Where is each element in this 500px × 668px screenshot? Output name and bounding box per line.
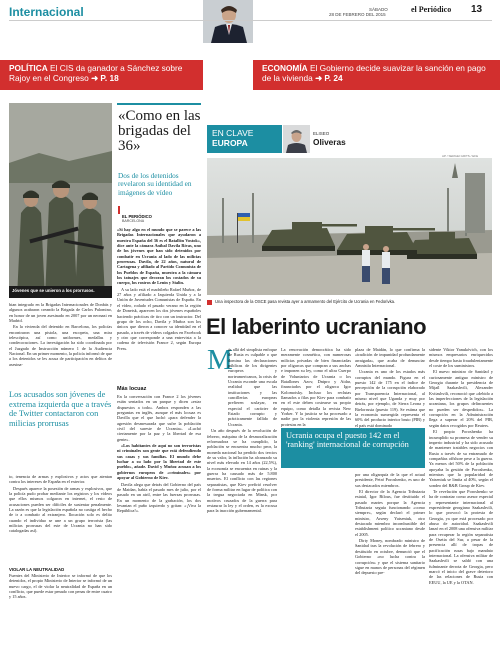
arrow-icon: ➜ bbox=[315, 73, 323, 83]
tanks-image bbox=[207, 158, 492, 295]
byline-city: BARCELONA bbox=[122, 219, 145, 223]
paragraph: Ucrania es uno de los estados más corruptos del mundo. Figura en el puesto 142 de 175 en el índice de percepción de la corrupción elaborado por Transparencia Internacional, al mismo nivel que Uganda y muy por detrás, por ejemplo, de Sierra Leona y Bielorrusia (puesto 119). Se estima que la economía sumergida representa el 60% del producto interior bruto (PIB) y el país está dominado bbox=[355, 369, 425, 428]
paper-logo: el Periódico bbox=[411, 5, 452, 14]
quote-box-top-rule bbox=[117, 103, 201, 105]
main-headline: El laberinto ucraniano bbox=[206, 314, 427, 339]
main-col-1 bbox=[207, 344, 277, 634]
quote-title: «Como en las brigadas del 36» bbox=[118, 108, 201, 154]
paragraph: El nuevo ministro de Sanidad y curiosamente antiguo ministro de Georgia durante la presidencia de Mijaíl Saakashvili, Alexander Kvitashvili, reconoció que «debido a las imperfecciones de la legislación ucraniana, los grupos delincuentes no pueden ser despedidos». La corrupción en la Administración llega a superar el 20% del PIB, según datos recogidos por Reuters. bbox=[429, 369, 493, 428]
kicker-europa: EUROPA bbox=[212, 138, 248, 148]
main-col-4 bbox=[429, 347, 493, 634]
paragraph: Fuentes del Ministerio de Interior se informó de que los detenidos, el propio Ministerio de Interior se informó de un nuevo cargo, el de violar la neutralidad de España en un conflicto, que puede estar penado con penas de entre cuatro y 15 años. bbox=[9, 573, 112, 600]
promo-tag: POLÍTICA bbox=[9, 63, 48, 73]
author-last: Oliveras bbox=[313, 137, 346, 147]
author-first: ELISEO bbox=[313, 131, 330, 136]
quote-subtitle: Dos de los detenidos revelaron su identidad en imágenes de vídeo bbox=[118, 171, 192, 197]
promo-page: P. 18 bbox=[100, 73, 119, 83]
quote-box-col1 bbox=[117, 227, 201, 377]
header-date: 28 DE FEBRERO DEL 2015 bbox=[329, 12, 386, 17]
paragraph: El propio Poroshenko ha incumplido su promesa de vender su imperio industrial y ha sido acusado de mantener tratables negocios con Rusia a través de su entramado de compañías offshore pese a la guerra. Ya menos del 50% de la población apoyaba la gestión de Poroshenko, mientras que la popularidad de Yatseniuk se limita al 40%, según el sondeo del R&B Group de Kiev. bbox=[429, 429, 493, 488]
paragraph: Después aparece la posesión de armas y explosivos, que la policía pudo probar mediante los registros y los vídeos que ellos mismos colgaron en internet, el resto de acusaciones pueden ser difíciles de sustentar penalmente. La razón es que la legislación española no castiga el hecho de ir a combatir al extranjero. Ilocación solo es delito cuando el individuo se une a un grupo terrorista (las milicias prorrusas del este de Ucrania no han sido catalogadas así). bbox=[9, 485, 112, 534]
paragraph: La renovación democrática ha sido meramente cosmética, con numerosas milicias privadas de bien financiadas por oligarcas que compran a sus anchas e imponen su ley, como el ultra Cuerpo de Voluntarios de Ucrania o los Batallones Azov, Dnipro y Aidar, financiados por el oligarca Igor Kolomoisky. Incluso los reclutas llamados a filas por Kiev para combatir en el este deben costearse su propio equipo, como detalla la revista New Yorker. Y la justicia se ha procesado a nadie por la violenta represión de las protestas en la bbox=[281, 347, 351, 427]
header-photo bbox=[203, 0, 253, 43]
quote-box bbox=[117, 103, 201, 213]
militia-photo bbox=[9, 103, 112, 298]
promo-text: El Gobierno decide suavizar la sanción en pago de la vivienda bbox=[262, 63, 486, 83]
byline-bar bbox=[118, 206, 120, 214]
dropcap: M bbox=[207, 344, 233, 376]
caption-marker bbox=[207, 300, 212, 305]
photo-credit: AP / SERGEI GRITS / EFE bbox=[442, 154, 479, 158]
paragraph: sidente Víktor Yanukóvich, con los mismos empresarios enriquecidos desde tiempo hasta fraudulentamente el coste de los suministros. bbox=[429, 347, 493, 369]
promo-text: El CIS da ganador a Sánchez sobre Rajoy en el Congreso bbox=[9, 63, 183, 83]
paragraph: por una oligarquía de la que el actual presidente, Petró Poroshenko, es uno de sus destacados miembros. bbox=[355, 472, 425, 488]
quote-box-col2 bbox=[117, 394, 201, 634]
section-title: Internacional bbox=[9, 5, 84, 19]
photo-caption: Jóvenes que se unieron a los prorrusos. bbox=[12, 288, 95, 293]
paragraph: Un año después de la revolución de febrero, máquina de la desmoralización reformadora se ha cumplido, la población se encuentra mucho peor, la moneda nacional ha perdido dos tercios de su valor, la inflación ha alcanzado su nivel más elevado en 14 años (22,5%), la economía se encuentra en ruinas y la guerra ha causado más de 5.800 muertos. El conflicto con las regiones separatistas, que Kiev prefirió resolver de forma militar en lugar de política con la tregua negociada en Minsk, por motivos cruzados de la guerra para restaurar la ley y el orden, es la excusa para la inacción gubernamental. bbox=[207, 428, 277, 514]
header-day: SÁBADO bbox=[369, 7, 388, 12]
paragraph: En la conversación con France 2 los jóvenes están sentados en un parque y dicen «estar dispuestos a todo». Ambos responden a las preguntas en inglés, aunque el más locuaz es Davilla que el que luchó «para defender la agresión desmesurada que sufre la población civil del sureste de Ucrania». «Luchó ciertamente por la paz y la libertad de esa gente». bbox=[117, 394, 201, 442]
promo-economia[interactable] bbox=[253, 60, 500, 90]
paragraph: «Los habitantes de aquí no son terroristas ni criminales son gente que está defendiendo sus casas y sus familias. El mundo debe luchar a su lado por la libertad de este pueblo», añade. David y Muñoz acusan a los gobiernos europeos de «criminales» por apoyar al Gobierno de Kiev. bbox=[117, 443, 201, 481]
paragraph: ás allá del simplista enfoque de Rusia es culpable o que domina las declaraciones públicas de los dirigentes europeos y norteamericanos, la crisis de Ucrania esconde una escala realidad que las instituciones y las cancillerías europeas prefieren soslayar, en especial el carácter de Estado corrupto y prácticamente fallido de Ucrania. bbox=[228, 347, 277, 427]
promo-tag: ECONOMÍA bbox=[262, 63, 308, 73]
arrow-icon: ➜ bbox=[91, 73, 99, 83]
promo-politica[interactable] bbox=[0, 60, 203, 90]
left-subhead: Los acusados son jóvenes de extrema izquierda que a través de Twitter contactaron con milicias prorrusas bbox=[9, 390, 112, 428]
author-portrait bbox=[283, 125, 310, 153]
paragraph: plaza de Maidán, lo que confirma la «tradición de impunidad profundamente arraigada», que acaba de denunciar Amnistía Internacional. bbox=[355, 347, 425, 369]
page-header bbox=[0, 0, 500, 44]
paragraph: En la vivienda del detenido en Barcelona, los policías encontraron una pistola, una escopeta, una mira telescópica, así como uniformes, medallas y condecoraciones. La investigación ha sido coordinada por el Juzgado de Instrucción número 1 de la Audiencia Nacional. En un primer momento, la policía informó de que a los detenidos se les acusa de participación en delitos de asesina- bbox=[9, 324, 112, 367]
main-col-2 bbox=[281, 347, 351, 634]
left-article-body bbox=[9, 302, 112, 386]
quote-box-subhead: Más locuaz bbox=[117, 386, 147, 392]
pullquote-box bbox=[281, 428, 425, 468]
paragraph: Te revelación que Poroshenko se ha de contratar como asesor especial y representante internacional al expresidente georgiano Saakashvili, lo que provocó la protesta de Georgia, ya que está procesado por abuso de autoridad. Saakashvili lanzó en el 2008 una ofensiva militar para recuperar la región separatista de Osetia del Sur, a pesar de la presencia allí de tropas de pacificación rusas bajo mandato internacional. La ofensiva militar de Saakashvili se saldó con una fulminante derrota de Georgia, pero marcó el inicio del grave deterioro de las relaciones de Rusia con EEUU, la UE y la OTAN. bbox=[429, 488, 493, 585]
main-col-3-bottom bbox=[355, 472, 425, 634]
paragraph: «Si hay algo en el mundo que se parece a las Brigadas Internacionales que ayudaron a nuestra España del 36 es el Batallón Vostok», dice ante la cámara Anibal Davila Rivas, uno de los jóvenes que han sido detenidos por combatir en Ucrania al lado de las milicias prorrusas. Davila, de 22 años, natural de Cartagena y afiliado al Partido Comunista de los Pueblos de España, muestra a la cámara los tatuajes que decoran los costados de su cuerpo, los rostros de Lenin y Stalin. bbox=[117, 227, 201, 286]
paragraph: A su lado está el madrileño Rafael Muñoz, de 27 años y afiliado a Izquierda Unida y a la Unión de Juventudes Comunistas de España. En el vídeo, rodado el pasado verano en la región de Donetsk, aparecen los dos jóvenes españoles haciendo prácticas de tiro con un instructor. Del grupo de los ocho, Davila y Muñoz son los únicos que dieron a conocer su identidad en el pasado, a través de vídeos colgados en Facebook y otro que corresponde a una entrevista a la cadena de televisión France 2, según Europa Press. bbox=[117, 286, 202, 351]
left-article-body-2 bbox=[9, 474, 112, 564]
promo-page: P. 24 bbox=[324, 73, 343, 83]
main-photo-caption: Una inspectora de la OSCE pasa revista ayer a armamento del Ejército de Ucrania en Fedorivka. bbox=[215, 299, 396, 304]
paragraph: El director de la Agencia Tributaria estatal, Igor Bilous, fue destituido el pasado martes porque la Agencia Tributaria seguía funcionando «como siempre», según declaró el primer ministro, Arseny Yatseniuk, otro destacado miembro incombustible del establishment político ucraniano desde el 2005. bbox=[355, 489, 425, 537]
main-col-3-top bbox=[355, 347, 425, 428]
byline-org: EL PERIÓDICO bbox=[122, 214, 152, 219]
main-photo bbox=[207, 158, 492, 295]
page-number: 13 bbox=[471, 4, 483, 15]
author-portrait-icon bbox=[283, 125, 310, 153]
paragraph: Davila alega que detrás del Gobierno del país de Maidan, había el pasado mes de julio, por el pasado en un atril, entre las fuerzas prorrusas. En un momento de la grabación, los dos levantan el puño izquierdo y gritan: «¡Viva la República!». bbox=[117, 481, 201, 514]
paragraph: to, tenencia de armas y explosivos y actos que atentan contra los intereses de España en el exterior. bbox=[9, 474, 112, 485]
left-article-body-3 bbox=[9, 573, 112, 633]
left-subhead-2: VIOLAR LA NEUTRALIDAD bbox=[9, 567, 65, 572]
politician-photo bbox=[203, 0, 253, 43]
header-rule bbox=[9, 20, 492, 21]
paragraph: bian integrado en la Brigadas Internacionales de Donbás y algunos acabaron creando la Brigada de Carlos Palomino, en honor de un joven asesinado en 2007 por un neonazi en Madrid. bbox=[9, 302, 112, 324]
kicker-en-clave: EN CLAVE bbox=[212, 128, 254, 138]
paragraph: Dirty Money, nombrado ministro de Sanidad tras la revolución de febrero y destituido en octubre, denunció que el Gobierno «no lucha contra la corrupción» y que el sistema sanitario sigue en manos de personas del régimen del depuesto pre- bbox=[355, 538, 425, 576]
soldiers-image bbox=[9, 103, 112, 298]
column-banner bbox=[207, 125, 282, 153]
pullquote: Ucrania ocupa el puesto 142 en el 'ranking' internacional de corrupción bbox=[286, 431, 409, 450]
